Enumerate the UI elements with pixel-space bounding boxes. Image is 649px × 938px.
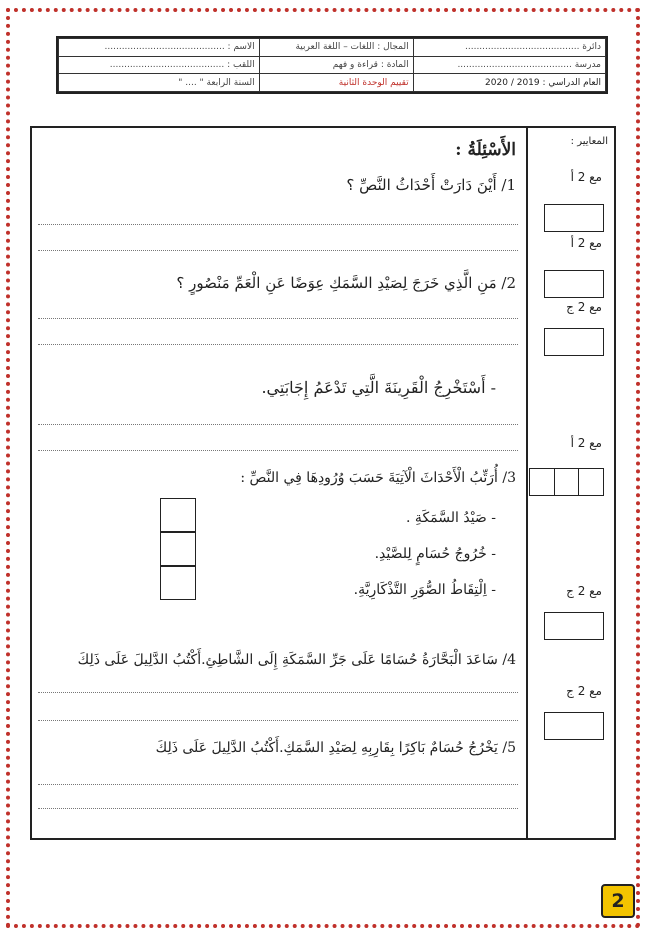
criteria-label: مع 2 أ [570,236,602,250]
answer-line[interactable] [38,808,518,809]
questions-panel [30,126,616,840]
answer-line[interactable] [38,784,518,785]
answer-line[interactable] [38,424,518,425]
score-box[interactable] [544,712,604,740]
order-box[interactable] [160,566,196,600]
answer-line[interactable] [38,720,518,721]
criteria-label: مع 2 ج [566,300,602,314]
event-item: - خُرُوجُ حُسَامٍ لِلصَّيْدِ. [374,546,496,562]
directorate-field: دائرة ........................................ [413,39,605,57]
criteria-title: المعايير : [570,136,608,147]
event-item: - صَيْدُ السَّمَكَةِ . [406,510,496,526]
order-score-boxes[interactable] [529,468,604,496]
answer-line[interactable] [38,318,518,319]
score-box[interactable] [544,270,604,298]
answer-line[interactable] [38,344,518,345]
domain-label: المجال : اللغات – اللغة العربية [259,39,413,57]
question-2-evidence: - أَسْتَخْرِجُ الْقَرِينَةَ الَّتِي تَدْعَمُ إِجَابَتِي. [261,378,496,397]
school-year: العام الدراسي : 2019 / 2020 [413,74,605,92]
criteria-column [526,128,614,838]
grade-label: السنة الرابعة " .... " [59,74,260,92]
criteria-label: مع 2 أ [570,436,602,450]
questions-title: الأَسْئِلَةُ : [455,140,516,160]
score-box[interactable] [544,204,604,232]
page-number: 2 [601,884,635,918]
header-table [56,36,608,94]
question-3: 3/ أُرَتِّبُ الْأَحْدَاثَ الْآتِيَةَ حَسَبَ وُرُودِهَا فِي النَّصِّ : [240,470,516,486]
question-1: 1/ أَيْنَ دَارَتْ أَحْدَاثُ النَّصِّ ؟ [346,176,516,194]
order-box[interactable] [160,498,196,532]
surname-field: اللقب : ........................................ [59,56,260,74]
subject-label: المادة : قراءة و فهم [259,56,413,74]
answer-line[interactable] [38,250,518,251]
event-item: - اِلْتِقَاطُ الصُّوَرِ التَّذْكَارِيَّةِ. [353,582,496,598]
question-5: 5/ يَخْرُجُ حُسَامٌ بَاكِرًا بِقَارِبِهِ لِصَيْدِ السَّمَكِ.أَكْتُبُ الدَّلِيلَ عَلَى ذَلِكَ [155,740,516,756]
criteria-label: مع 2 ج [566,684,602,698]
score-box[interactable] [544,612,604,640]
criteria-label: مع 2 ج [566,584,602,598]
question-2: 2/ مَنِ الَّذِي خَرَجَ لِصَيْدِ السَّمَكِ عِوَضًا عَنِ الْعَمِّ مَنْصُورٍ ؟ [176,274,516,292]
school-field: مدرسة ........................................ [413,56,605,74]
answer-line[interactable] [38,692,518,693]
assessment-title: تقييم الوحدة الثانية [259,74,413,92]
order-box[interactable] [160,532,196,566]
question-4: 4/ سَاعَدَ الْبَحَّارَةُ حُسَامًا عَلَى جَرِّ السَّمَكَةِ إِلَى الشَّاطِئِ.أَكْتُبُ الدَّلِيلَ عَلَى ذَلِكَ [77,652,516,668]
answer-line[interactable] [38,224,518,225]
name-field: الاسم : .......................................... [59,39,260,57]
score-box[interactable] [544,328,604,356]
criteria-label: مع 2 أ [570,170,602,184]
answer-line[interactable] [38,450,518,451]
